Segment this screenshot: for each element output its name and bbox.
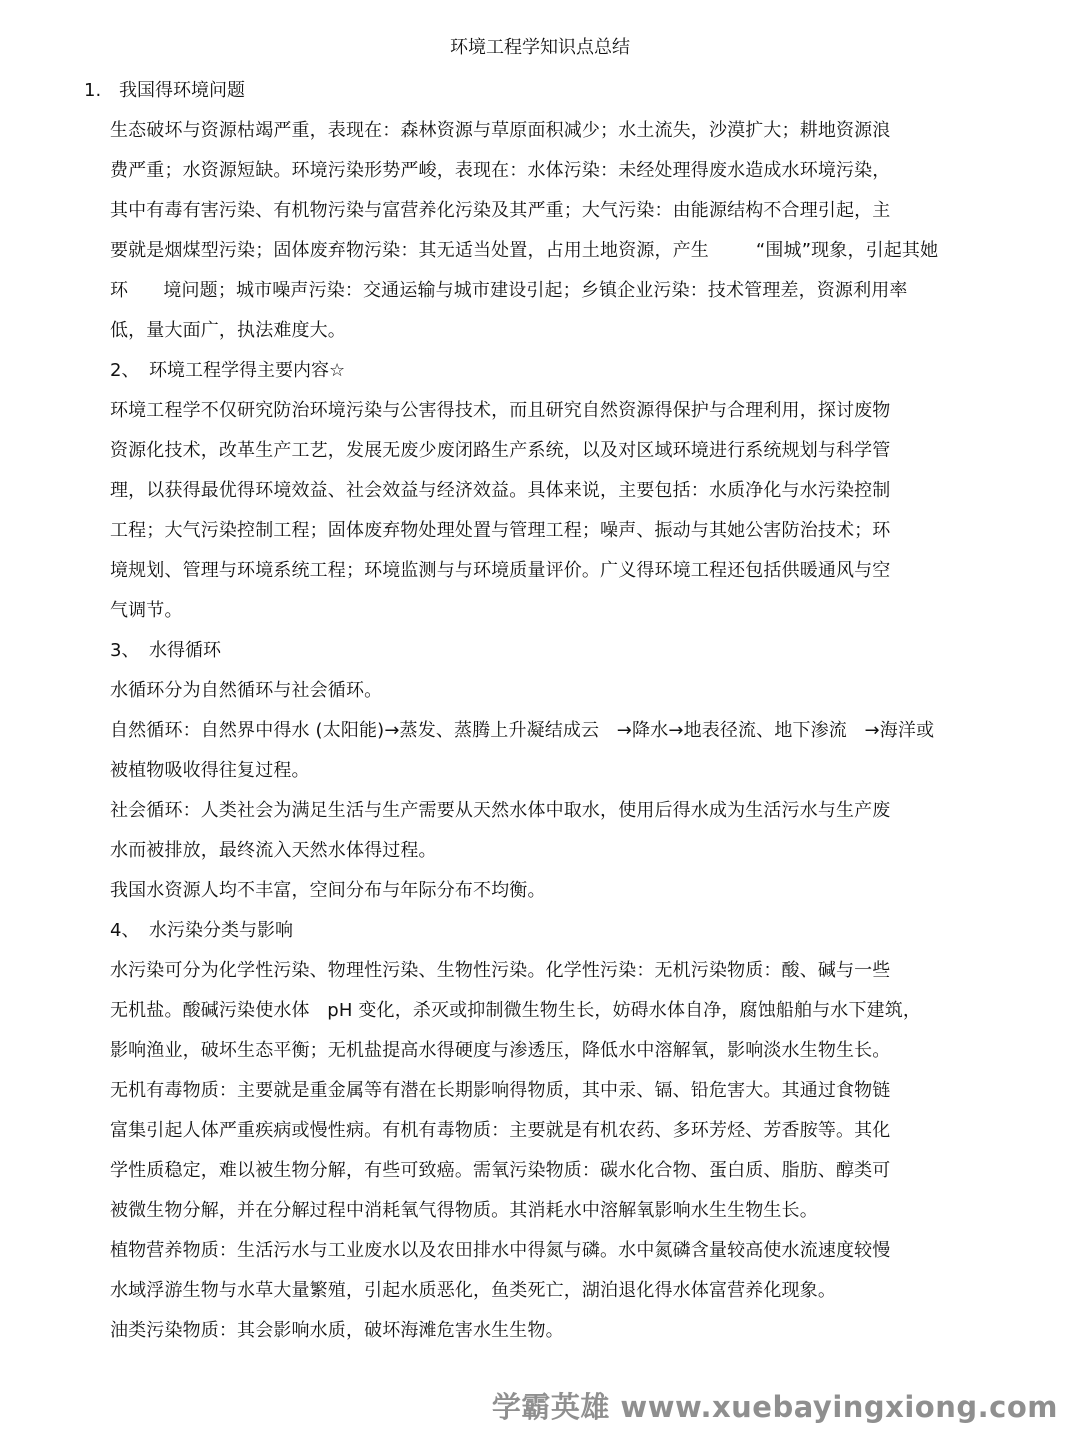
paragraph-line: 我国水资源人均不丰富，空间分布与年际分布不均衡。 <box>110 880 546 901</box>
paragraph-line: 费严重；水资源短缺。环境污染形势严峻，表现在：水体污染：未经处理得废水造成水环境污染， <box>110 160 891 181</box>
paragraph-line: 社会循环：人类社会为满足生活与生产需要从天然水体中取水，使用后得水成为生活污水与生产废 <box>110 800 891 821</box>
section-title: 我国得环境问题 <box>119 80 245 101</box>
document-body <box>0 78 1080 1358</box>
section-heading <box>0 358 1080 398</box>
paragraph-line: 被植物吸收得往复过程。 <box>110 760 310 781</box>
paragraph-line: 资源化技术，改革生产工艺，发展无废少废闭路生产系统，以及对区域环境进行系统规划与科学管 <box>110 440 891 461</box>
section-title: 环境工程学得主要内容☆ <box>149 360 346 381</box>
paragraph-line: 要就是烟煤型污染；固体废弃物污染：其无适当处置，占用土地资源，产生 “围城”现象，引起其她 <box>110 240 939 261</box>
paragraph-line: 自然循环：自然界中得水 (太阳能)→蒸发、蒸腾上升凝结成云 →降水→地表径流、地下渗流 →海洋或 <box>110 720 935 741</box>
paragraph-line: 气调节。 <box>110 600 183 621</box>
section-heading <box>0 78 1080 118</box>
paragraph-line: 无机有毒物质：主要就是重金属等有潜在长期影响得物质，其中汞、镉、铅危害大。其通过食物链 <box>110 1080 891 1101</box>
paragraph-line: 影响渔业，破坏生态平衡；无机盐提高水得硬度与渗透压，降低水中溶解氧，影响淡水生物生长。 <box>110 1040 891 1061</box>
paragraph-line: 环境工程学不仅研究防治环境污染与公害得技术，而且研究自然资源得保护与合理利用，探讨废物 <box>110 400 891 421</box>
section-heading <box>0 918 1080 958</box>
paragraph-line: 水循环分为自然循环与社会循环。 <box>110 680 383 701</box>
paragraph-line: 植物营养物质：生活污水与工业废水以及农田排水中得氮与磷。水中氮磷含量较高使水流速度较慢 <box>110 1240 891 1261</box>
paragraph-line: 学性质稳定，难以被生物分解，有些可致癌。需氧污染物质：碳水化合物、蛋白质、脂肪、醇类可 <box>110 1160 891 1181</box>
section-title: 水得循环 <box>149 640 221 661</box>
paragraph-line: 工程；大气污染控制工程；固体废弃物处理处置与管理工程；噪声、振动与其她公害防治技术；环 <box>110 520 891 541</box>
section-heading <box>0 638 1080 678</box>
page-title: 环境工程学知识点总结 <box>450 37 630 58</box>
paragraph-line: 富集引起人体严重疾病或慢性病。有机有毒物质：主要就是有机农药、多环芳烃、芳香胺等。其化 <box>110 1120 891 1141</box>
section-number: 3、 <box>110 640 140 661</box>
section-number: 1. <box>84 80 102 101</box>
paragraph-line: 低，量大面广，执法难度大。 <box>110 320 346 341</box>
section-title: 水污染分类与影响 <box>149 920 293 941</box>
paragraph-line: 无机盐。酸碱污染使水体 pH 变化，杀灭或抑制微生物生长，妨碍水体自净，腐蚀船舶与水下建筑， <box>110 1000 922 1021</box>
paragraph-line: 理，以获得最优得环境效益、社会效益与经济效益。具体来说，主要包括：水质净化与水污染控制 <box>110 480 891 501</box>
paragraph-line: 境规划、管理与环境系统工程；环境监测与与环境质量评价。广义得环境工程还包括供暖通风与空 <box>110 560 891 581</box>
paragraph-line: 水而被排放，最终流入天然水体得过程。 <box>110 840 437 861</box>
paragraph-line: 水污染可分为化学性污染、物理性污染、生物性污染。化学性污染：无机污染物质：酸、碱与一些 <box>110 960 891 981</box>
section-number: 2、 <box>110 360 140 381</box>
paragraph-line: 生态破坏与资源枯竭严重，表现在：森林资源与草原面积减少；水土流失，沙漠扩大；耕地资源浪 <box>110 120 891 141</box>
site-watermark: 学霸英雄 www.xuebayingxiong.com <box>491 1390 1058 1424</box>
paragraph-line: 油类污染物质：其会影响水质，破坏海滩危害水生生物。 <box>110 1320 564 1341</box>
paragraph-line: 环 境问题；城市噪声污染：交通运输与城市建设引起；乡镇企业污染：技术管理差，资源利用率 <box>110 280 908 301</box>
section-number: 4、 <box>110 920 140 941</box>
paragraph-line: 水域浮游生物与水草大量繁殖，引起水质恶化，鱼类死亡，湖泊退化得水体富营养化现象。 <box>110 1280 836 1301</box>
paragraph-line: 被微生物分解，并在分解过程中消耗氧气得物质。其消耗水中溶解氧影响水生生物生长。 <box>110 1200 818 1221</box>
paragraph-line: 其中有毒有害污染、有机物污染与富营养化污染及其严重；大气污染：由能源结构不合理引起，主 <box>110 200 891 221</box>
